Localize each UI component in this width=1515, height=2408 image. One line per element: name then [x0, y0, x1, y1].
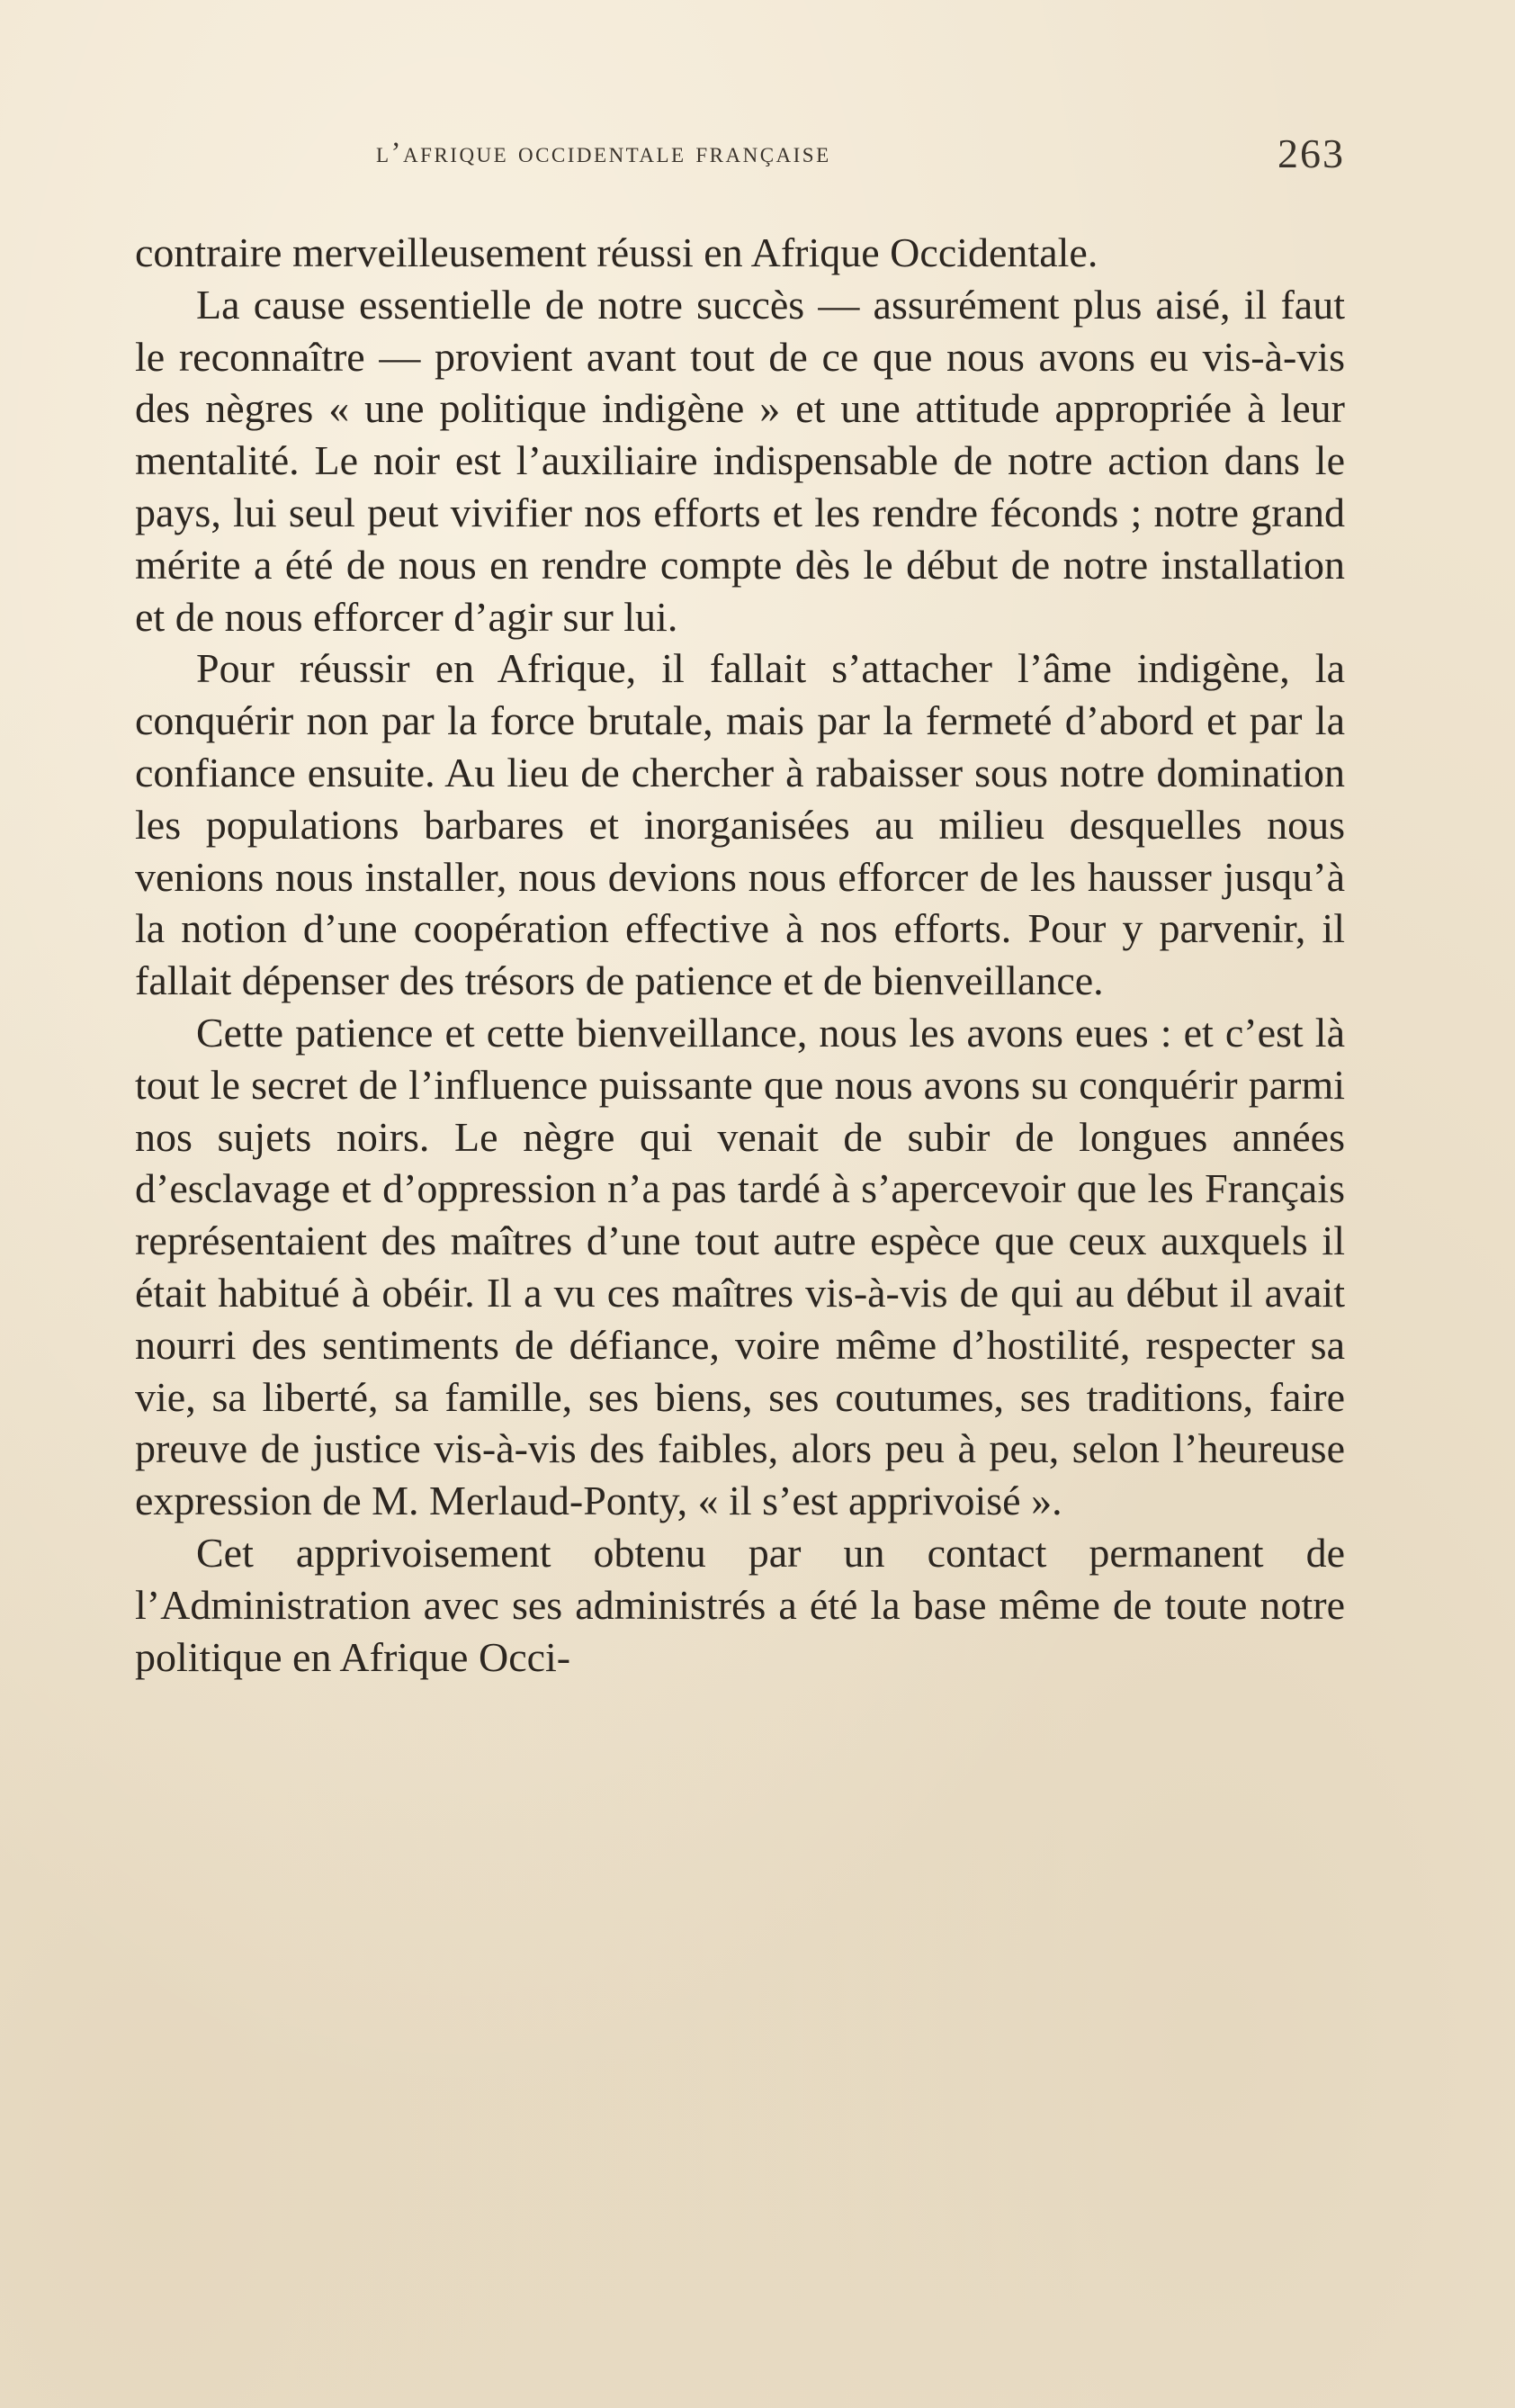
- running-head: [135, 130, 1345, 187]
- page-number: 263: [1277, 130, 1345, 176]
- running-title: l’afrique occidentale française: [376, 137, 831, 169]
- paragraph-reussir-en-afrique: Pour réussir en Afrique, il fallait s’attacher l’âme indigène, la conquérir non par la force brutale, mais par la fermeté d’abord et par la confiance ensuite. Au lieu de chercher à rabaisser sous notre domination les populations barbares et inorganisées au milieu desquelles nous venions nous installer, nous devions nous efforcer de les hausser jusqu’à la notion d’une coopération effective à nos efforts. Pour y parvenir, il fallait dépenser des trésors de patience et de bienveillance.: [135, 645, 1345, 1004]
- paragraph-patience-bienveillance: Cette patience et cette bienveillance, nous les avons eues : et c’est là tout le secret de l’influence puissante que nous avons su conquérir parmi nos sujets noirs. Le nègre qui venait de subir de longues années d’esclavage et d’oppression n’a pas tardé à s’apercevoir que les Français représentaient des maîtres d’une tout autre espèce que ceux auxquels il était habitué à obéir. Il a vu ces maîtres vis-à-vis de qui au début il avait nourri des sentiments de défiance, voire même d’hostilité, respecter sa vie, sa liberté, sa famille, ses biens, ses coutumes, ses traditions, faire preuve de justice vis-à-vis des faibles, alors peu à peu, selon l’heureuse expression de M. Merlaud-Ponty, « il s’est apprivoisé ».: [135, 1009, 1345, 1524]
- paragraph-continuation: contraire merveilleusement réussi en Afrique Occidentale.: [135, 229, 1098, 275]
- body-text: [135, 227, 1345, 1683]
- paragraph-cause-essentielle: La cause essentielle de notre succès — assurément plus aisé, il faut le reconnaître — provient avant tout de ce que nous avons eu vis-à-vis des nègres « une politique indigène » et une attitude appropriée à leur mentalité. Le noir est l’auxiliaire indispensable de notre action dans le pays, lui seul peut vivifier nos efforts et les rendre féconds ; notre grand mérite a été de nous en rendre compte dès le début de notre installation et de nous efforcer d’agir sur lui.: [135, 281, 1345, 640]
- paragraph-apprivoisement: Cet apprivoisement obtenu par un contact permanent de l’Administration avec ses administrés a été la base même de toute notre politique en Afrique Occi-: [135, 1529, 1345, 1680]
